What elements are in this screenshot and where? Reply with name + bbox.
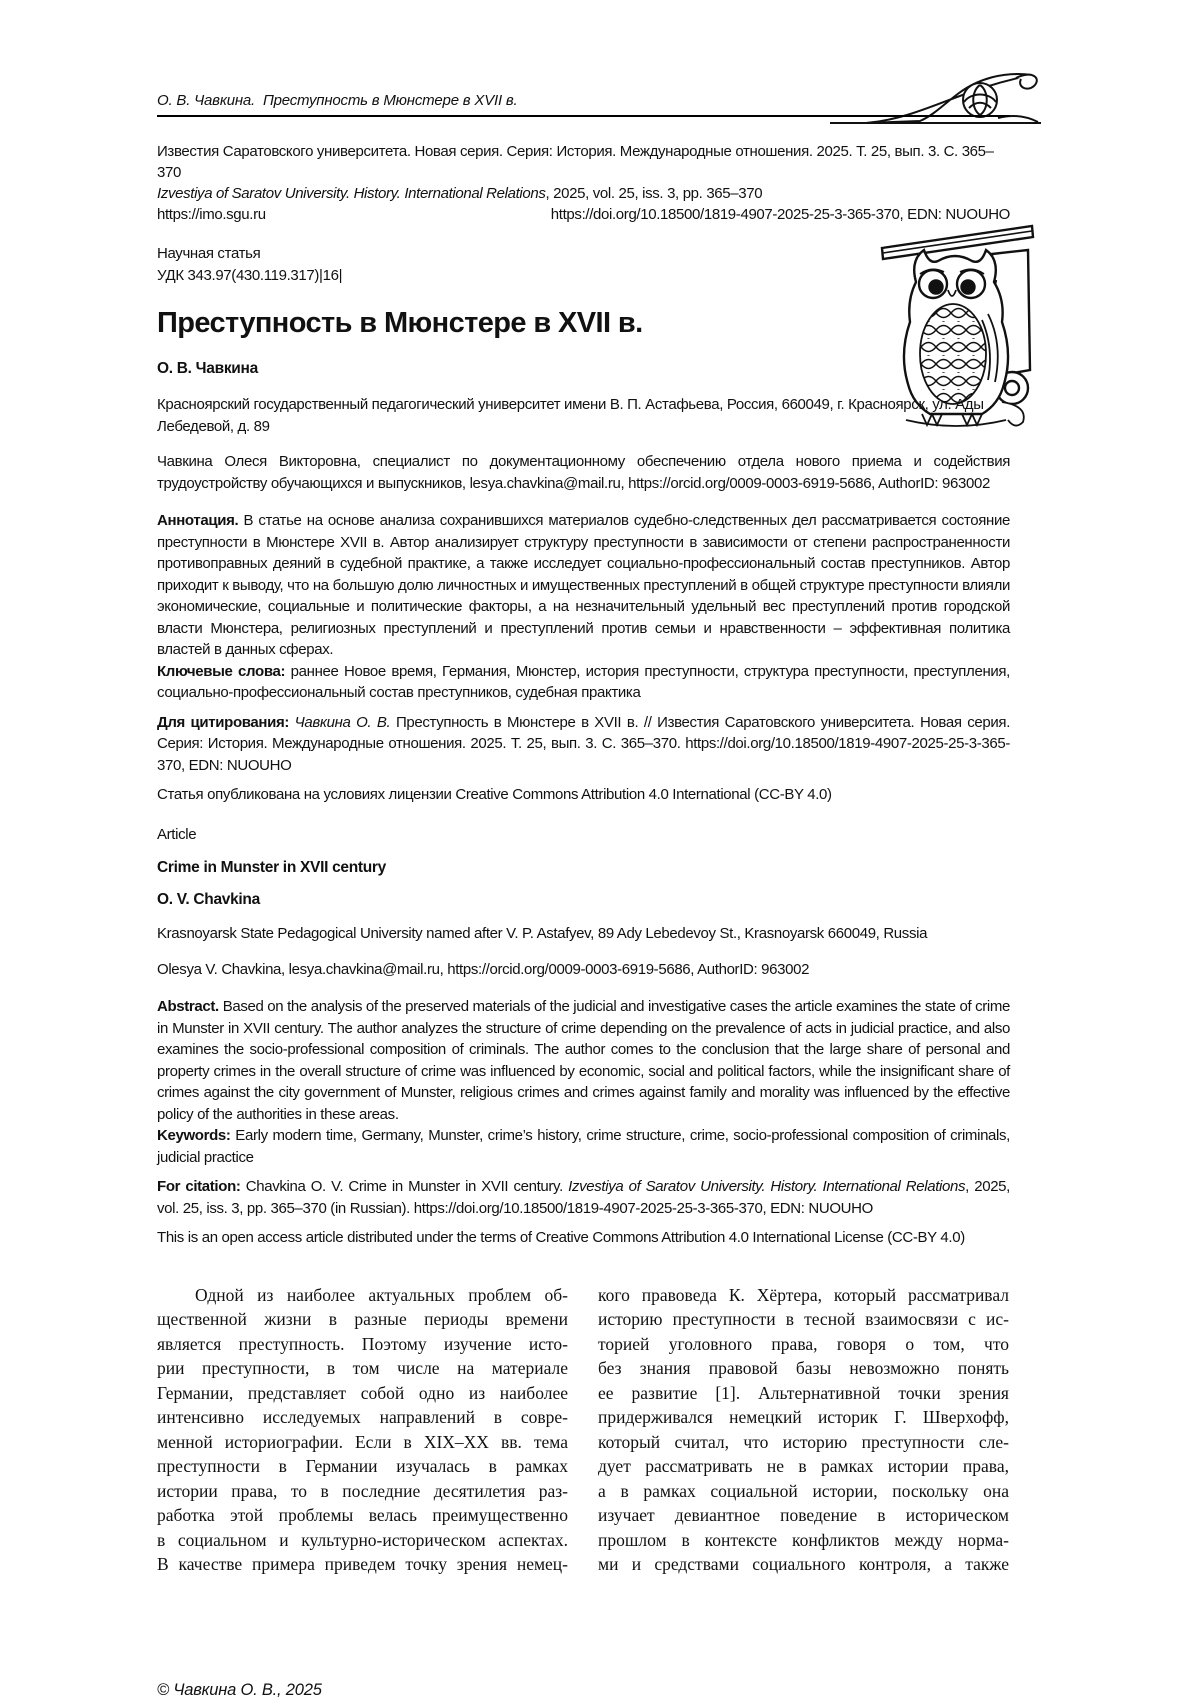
body-column-right: [598, 1283, 1009, 1577]
keywords-ru: [157, 661, 1010, 704]
body-text-line: дует рассматривать не в рамках истории права,: [598, 1456, 1009, 1476]
journal-name-en: Izvestiya of Saratov University. History. International Relations: [157, 185, 546, 202]
abstract-text-en: Based on the analysis of the preserved materials of the judicial and investigative cases the article examines the state of crime in Munster in XVII century. The author analyzes the structure of crime depending on the prevalence of acts in judicial practice, and also examines the socio-professional composition of criminals. The author comes to the conclusion that the large share of personal and property crimes in the overall structure of crime was influenced by economic, social and political factors, while the insignificant share of crimes against the city government of Munster, religious crimes and crimes against family and morality was influenced by the effective policy of the authorities in these areas.: [157, 998, 1010, 1123]
body-text-line: ми и средствами социального контроля, а также: [598, 1554, 1009, 1574]
abstract-en: [157, 996, 1010, 1125]
license-ru: Статья опубликована на условиях лицензии Creative Commons Attribution 4.0 International (CC-BY 4.0): [157, 786, 832, 803]
copyright-footer: © Чавкина О. В., 2025: [157, 1680, 322, 1697]
body-text-line: В качестве примера приведем точку зрения немец-: [157, 1554, 568, 1574]
body-text-line: щественной жизни в разные периоды времени: [157, 1309, 568, 1329]
article-title-ru: Преступность в Мюнстере в XVII в.: [157, 307, 643, 339]
abstract-label-en: Abstract.: [157, 998, 219, 1015]
citation-en: [157, 1176, 1010, 1219]
running-head: О. В. Чавкина. Преступность в Мюнстере в XVII в.: [157, 92, 518, 109]
body-text-line: прошлом в контексте конфликтов между норма-: [598, 1529, 1009, 1550]
body-text-line: интенсивно исследуемых направлений в совре-: [157, 1407, 568, 1427]
body-text-line: изучает девиантное поведение в историческом: [598, 1505, 1009, 1525]
article-type-en: Article: [157, 825, 197, 843]
article-title-en: Crime in Munster in XVII century: [157, 859, 386, 876]
body-text-line: Германии, представляет собой одно из наиболее: [157, 1382, 568, 1403]
abstract-text-ru: В статье на основе анализа сохранившихся материалов судебно-следственных дел рассматривается состояние преступности в Мюнстере XVII в. Автор анализирует структуру преступности в зависимости от степени распространенности противоправных деяний в судебной практике, а также исследует социально-профессиональный состав преступников. Автор приходит к выводу, что на большую долю личностных и имущественных преступлений в общей структуре преступности влияли экономические, социальные и политические факторы, а на незначительный удельный вес преступлений против городской власти Мюнстера, религиозных преступлений и преступлений против семьи и нравственности – эффективная политика властей в данных сферах.: [157, 512, 1010, 658]
body-text-line: является преступность. Поэтому изучение исто-: [157, 1333, 568, 1354]
citation-ru: [157, 712, 1010, 777]
body-text-columns: [157, 1283, 1010, 1577]
author-name-ru: О. В. Чавкина: [157, 360, 258, 377]
body-column-left: [157, 1283, 568, 1577]
journal-line-en: [157, 183, 1010, 204]
body-text-line: Одной из наиболее актуальных проблем об-: [195, 1284, 568, 1305]
journal-links-row: [157, 204, 1010, 225]
author-info-ru: Чавкина Олеся Викторовна, специалист по документационному обеспечению отдела нового приема и содействия трудоустройству обучающихся и выпускников, lesya.chavkina@mail.ru, https://orcid.org/0009-0003-6919-5686, AuthorID: 963002: [157, 453, 1010, 492]
body-text-line: который считал, что историю преступности сле-: [598, 1431, 1009, 1452]
body-text-line: работка этой проблемы велась преимущественно: [157, 1505, 568, 1525]
keywords-label-ru: Ключевые слова:: [157, 662, 286, 680]
journal-masthead: [157, 141, 1010, 225]
abstract-ru: [157, 510, 1010, 661]
doi-link[interactable]: https://doi.org/10.18500/1819-4907-2025-25-3-365-370, EDN: NUOUHO: [550, 206, 1010, 223]
body-text-line: кого правоведа К. Хёртера, который рассматривал: [598, 1284, 1009, 1305]
body-text-line: истории права, то в последние десятилетия раз-: [157, 1480, 568, 1501]
keywords-en: [157, 1125, 1010, 1168]
citation-label-ru: Для цитирования:: [157, 713, 290, 731]
journal-issue-en: , 2025, vol. 25, iss. 3, pp. 365–370: [545, 185, 763, 202]
author-info-en: Olesya V. Chavkina, lesya.chavkina@mail.ru, https://orcid.org/0009-0003-6919-5686, AuthorID: 963002: [157, 960, 810, 978]
citation-text-ru: Преступность в Мюнстере в XVII в. // Известия Саратовского университета. Новая серия. Серия: История. Международные отношения. 2025. Т. 25, вып. 3. С. 365–370. https://doi.org/10.18500/1819-4907-2025-25-3-365-370, EDN: NUOUHO: [157, 713, 1011, 774]
keywords-text-ru: раннее Новое время, Германия, Мюнстер, история преступности, структура преступности, преступления, социально-профессиональный состав преступников, судебная практика: [157, 662, 1010, 701]
header-rule: [157, 115, 1010, 117]
article-type-ru: [157, 243, 1010, 286]
body-text-line: без знания правовой базы невозможно понять: [598, 1358, 1009, 1378]
journal-site-link[interactable]: https://imo.sgu.ru: [157, 206, 266, 223]
body-text-line: ее развитие [1]. Альтернативной точки зрения: [598, 1382, 1009, 1403]
body-text-line: в социальном и культурно-историческом аспектах.: [157, 1529, 568, 1550]
body-text-line: преступности в Германии изучалась в рамках: [157, 1456, 568, 1476]
citation-text-en: , 2025, vol. 25, iss. 3, pp. 365–370 (in Russian). https://doi.org/10.18500/1819-4907-2025-25-3-365-370, EDN: NUOUHO: [157, 1178, 1010, 1217]
citation-pre-en: Chavkina O. V. Crime in Munster in XVII century.: [240, 1178, 569, 1195]
body-text-line: менной историографии. Если в XIX–XX вв. тема: [157, 1431, 568, 1452]
license-en: This is an open access article distributed under the terms of Creative Commons Attribution 4.0 International License (CC-BY 4.0): [157, 1229, 965, 1246]
body-text-line: историю преступности в тесной взаимосвязи с ис-: [598, 1309, 1009, 1329]
article-type-label-ru: Научная статья: [157, 245, 261, 262]
body-text-line: а в рамках социальной истории, поскольку она: [598, 1480, 1009, 1501]
body-text-line: торией уголовного права, говоря о том, что: [598, 1333, 1009, 1354]
citation-journal-en: Izvestiya of Saratov University. History. International Relations: [568, 1178, 966, 1195]
abstract-label-ru: Аннотация.: [157, 512, 239, 529]
keywords-label-en: Keywords:: [157, 1127, 231, 1144]
journal-line-ru: Известия Саратовского университета. Новая серия. Серия: История. Международные отношения. 2025. Т. 25, вып. 3. С. 365–370: [157, 143, 994, 181]
udk-code: УДК 343.97(430.119.317)|16|: [157, 266, 343, 284]
affiliation-en: Krasnoyarsk State Pedagogical University named after V. P. Astafyev, 89 Ady Lebedevoy St., Krasnoyarsk 660049, Russia: [157, 925, 928, 942]
body-text-line: рии преступности, в том числе на материале: [157, 1358, 568, 1378]
author-name-en: O. V. Chavkina: [157, 891, 260, 908]
citation-label-en: For citation:: [157, 1178, 241, 1195]
article-page-content: [157, 0, 1010, 1697]
keywords-text-en: Early modern time, Germany, Munster, crime’s history, crime structure, crime, socio-professional composition of criminals, judicial practice: [157, 1127, 1010, 1166]
affiliation-ru: Красноярский государственный педагогический университет имени В. П. Астафьева, Россия, 660049, г. Красноярск, ул. Ады Лебедевой, д. 89: [157, 396, 984, 435]
body-text-line: придерживался немецкий историк Г. Шверхофф,: [598, 1407, 1009, 1427]
citation-author-ru: Чавкина О. В.: [289, 713, 391, 731]
